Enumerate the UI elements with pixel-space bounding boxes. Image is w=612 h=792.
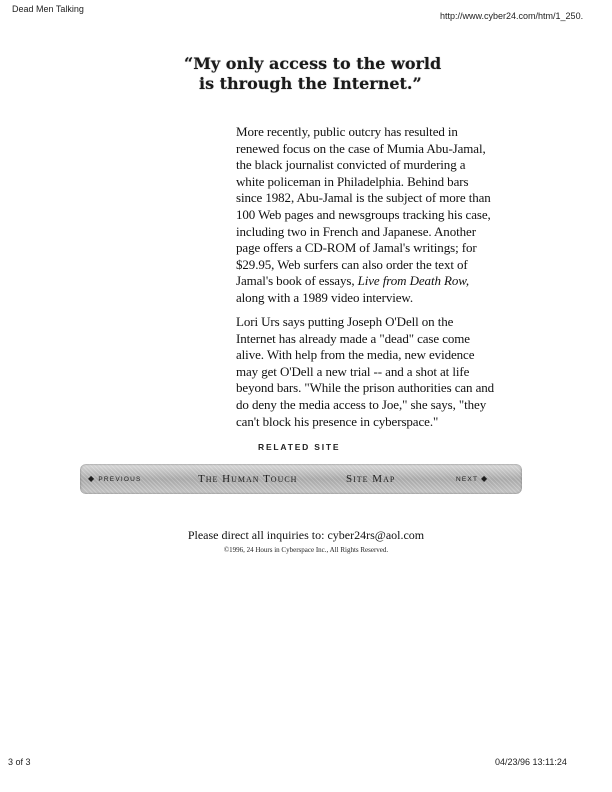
text-line: the black journalist convicted of murdering a <box>236 157 466 173</box>
text-line: may get O'Dell a new trial -- and a shot at life <box>236 363 470 379</box>
related-site-label: RELATED SITE <box>258 442 341 452</box>
inquiry-contact: Please direct all inquiries to: cyber24rs@aol.com <box>187 528 425 542</box>
book-title: Live from Death Row, <box>357 273 470 289</box>
next-button[interactable] <box>456 464 488 494</box>
page-counter: 3 of 3 <box>8 757 31 767</box>
text-line: renewed focus on the case of Mumia Abu-Jamal, <box>236 140 486 156</box>
text-line: Internet has already made a "dead" case come <box>236 330 470 346</box>
previous-button[interactable] <box>88 464 142 494</box>
text-line: page offers a CD-ROM of Jamal's writings; for <box>236 240 477 256</box>
text-line: do deny the media access to Joe," she says, "they <box>236 396 487 412</box>
page-url: http://www.cyber24.com/htm/1_250. <box>440 11 584 21</box>
text-line: 100 Web pages and newsgroups tracking his case, <box>236 206 491 222</box>
text-fragment: Jamal's book of essays, <box>236 273 358 289</box>
article-paragraph-1 <box>236 124 516 307</box>
text-line: along with a 1989 video interview. <box>236 289 413 305</box>
navigation-bar <box>80 464 522 494</box>
text-line: since 1982, Abu-Jamal is the subject of more than <box>236 190 491 206</box>
article-paragraph-2 <box>236 314 516 430</box>
human-touch-link[interactable]: The Human Touch <box>198 473 298 485</box>
text-line: including two in French and Japanese. Another <box>236 223 476 239</box>
text-line: More recently, public outcry has resulted in <box>236 124 458 139</box>
next-label: NEXT <box>456 476 479 483</box>
text-line <box>236 273 516 290</box>
pull-quote-line-2: is through the Internet.” <box>199 74 422 93</box>
copyright-notice: ©1996, 24 Hours in Cyberspace Inc., All Rights Reserved. <box>223 546 389 554</box>
print-timestamp: 04/23/96 13:11:24 <box>495 757 567 767</box>
text-line: can't block his presence in cyberspace." <box>236 413 439 429</box>
arrow-right-icon: ◆ <box>481 474 489 483</box>
site-map-link[interactable]: Site Map <box>346 473 396 485</box>
text-line: white policeman in Philadelphia. Behind bars <box>236 173 469 189</box>
document-title: Dead Men Talking <box>12 4 84 14</box>
text-line: alive. With help from the media, new evidence <box>236 347 475 363</box>
text-line: Lori Urs says putting Joseph O'Dell on the <box>236 314 454 329</box>
arrow-left-icon: ◆ <box>88 474 96 483</box>
text-line: beyond bars. "While the prison authorities can and <box>236 380 495 396</box>
text-line: $29.95, Web surfers can also order the text of <box>236 256 468 272</box>
pull-quote-line-1: “My only access to the world <box>184 54 442 73</box>
previous-label: PREVIOUS <box>98 476 142 483</box>
pull-quote <box>184 54 444 94</box>
